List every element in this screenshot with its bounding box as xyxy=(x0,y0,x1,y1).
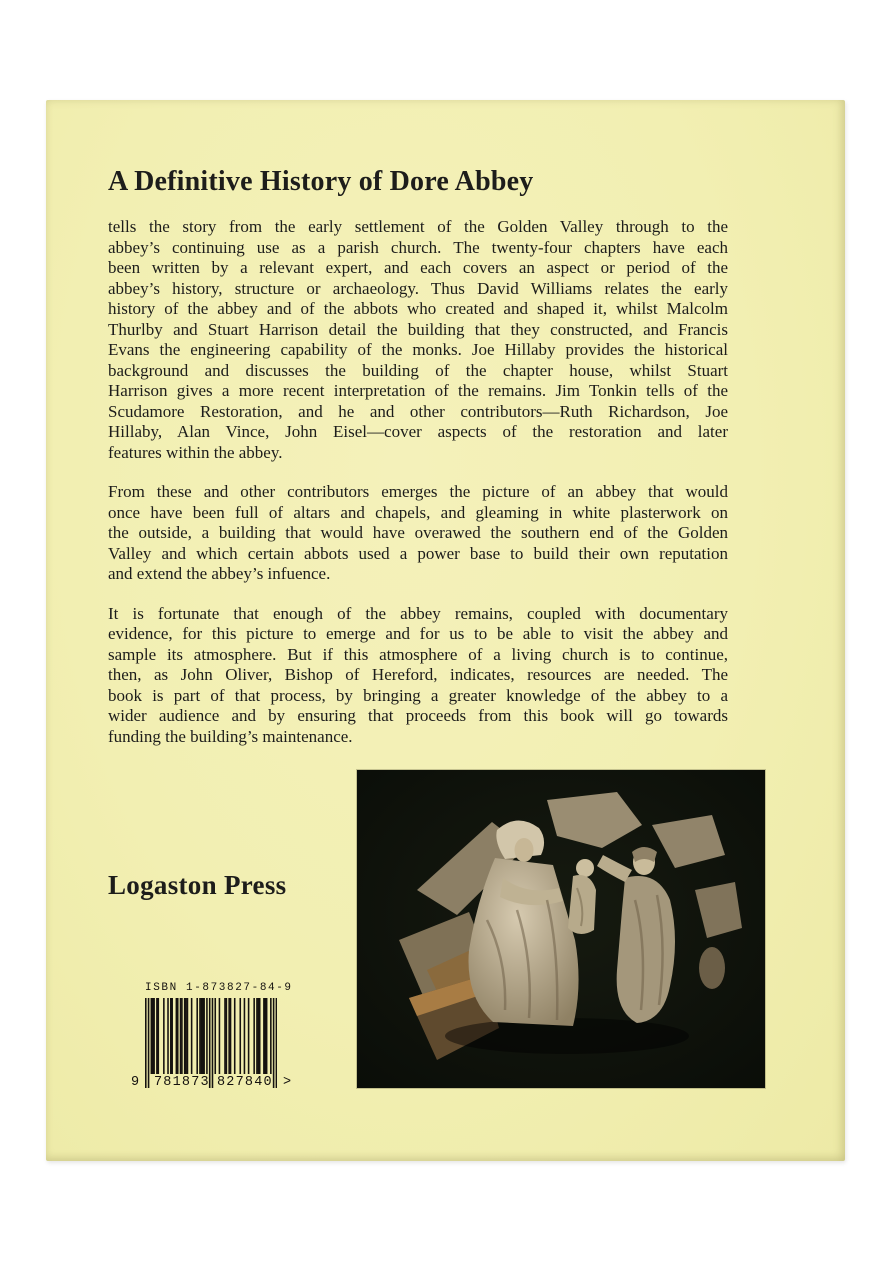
blurb-line: It is fortunate that enough of the abbey remains, coupled with documentary xyxy=(108,603,728,623)
barcode-bar xyxy=(184,998,186,1074)
barcode-bar xyxy=(263,998,265,1074)
barcode-bar xyxy=(230,998,232,1074)
barcode-bar xyxy=(226,998,228,1074)
blurb-line: funding the building’s maintenance. xyxy=(108,726,353,746)
barcode-bar xyxy=(177,998,179,1074)
blurb-line: abbey’s continuing use as a parish church. The twenty-four chapters have each xyxy=(108,237,728,257)
barcode-bar xyxy=(156,998,158,1074)
blurb-line: Thurlby and Stuart Harrison detail the building that they constructed, and Francis xyxy=(108,319,728,339)
blurb-line: sample its atmosphere. But if this atmosphere of a living church is to continue, xyxy=(108,644,728,664)
barcode-bar xyxy=(206,998,208,1074)
isbn-label: ISBN 1-873827-84-9 xyxy=(145,982,293,994)
blurb-line: From these and other contributors emerges the picture of an abbey that would xyxy=(108,482,728,501)
blurb-line: background and discusses the building of the chapter house, whilst Stuart xyxy=(108,360,728,380)
blurb-line: Hillaby, Alan Vince, John Eisel—cover aspects of the restoration and later xyxy=(108,422,728,441)
barcode-bar xyxy=(270,998,272,1074)
barcode-bar xyxy=(224,998,226,1074)
blurb-paragraph xyxy=(108,217,728,463)
barcode-bar xyxy=(191,998,193,1074)
barcode-bar xyxy=(181,998,183,1074)
blurb-line: and extend the abbey’s infuence. xyxy=(108,564,331,583)
blurb-line: book is part of that process, by bringing a greater knowledge of the abbey to a xyxy=(108,685,728,705)
barcode-bar xyxy=(176,998,178,1074)
isbn-barcode xyxy=(131,982,351,1094)
blurb-line: evidence, for this picture to emerge and for us to be able to visit the abbey and xyxy=(108,624,728,643)
ean-number-line xyxy=(131,1075,351,1091)
barcode-bar xyxy=(259,998,261,1074)
barcode-bar xyxy=(234,998,236,1074)
barcode-bar xyxy=(199,998,201,1074)
barcode-bar xyxy=(152,998,154,1074)
ean-digit-group1: 781873 xyxy=(154,1075,210,1090)
barcode-bar xyxy=(158,998,160,1074)
barcode-bar xyxy=(170,998,172,1074)
blurb-line: the outside, a building that would have overawed the southern end of the Golden xyxy=(108,523,728,542)
barcode-bar xyxy=(266,998,268,1074)
publisher-name: Logaston Press xyxy=(108,870,287,900)
book-title: A Definitive History of Dore Abbey xyxy=(108,166,534,197)
barcode-bar xyxy=(239,998,241,1074)
barcode-bar xyxy=(185,998,187,1074)
blurb-line: once have been full of altars and chapels, and gleaming in white plasterwork on xyxy=(108,502,728,522)
blurb-line: features within the abbey. xyxy=(108,442,283,462)
barcode-bar xyxy=(151,998,153,1074)
blurb-line: history of the abbey and of the abbots who created and shaped it, whilst Malcolm xyxy=(108,299,728,318)
blurb-paragraph xyxy=(108,482,728,585)
barcode-bar xyxy=(153,998,155,1074)
blurb-line: Harrison gives a more recent interpretation of the remains. Jim Tonkin tells of the xyxy=(108,381,728,400)
ean-digit-prefix: 9 xyxy=(131,1075,140,1090)
ean-suffix-chevron: > xyxy=(283,1075,292,1090)
barcode-bar xyxy=(214,998,216,1074)
barcode-bar xyxy=(264,998,266,1074)
barcode-bar xyxy=(248,998,250,1074)
barcode-bar xyxy=(203,998,205,1074)
barcode-bar xyxy=(187,998,189,1074)
barcode-bar xyxy=(256,998,258,1074)
blurb-line: Evans the engineering capability of the monks. Joe Hillaby provides the historical xyxy=(108,340,728,359)
barcode-bar xyxy=(196,998,198,1074)
barcode-bar xyxy=(228,998,230,1074)
blurb-line: tells the story from the early settlement of the Golden Valley through to the xyxy=(108,217,728,236)
blurb-line: then, as John Oliver, Bishop of Hereford, indicates, resources are needed. The xyxy=(108,665,728,684)
blurb-paragraph xyxy=(108,604,728,748)
ean-digit-group2: 827840 xyxy=(217,1075,273,1090)
blurb-line: been written by a relevant expert, and each covers an aspect or period of the xyxy=(108,258,728,277)
barcode-bar xyxy=(219,998,221,1074)
book-back-cover xyxy=(46,100,845,1161)
barcode-bar xyxy=(180,998,182,1074)
barcode-bar xyxy=(201,998,203,1074)
stone-carving-illustration xyxy=(357,770,765,1088)
barcode-bar xyxy=(258,998,260,1074)
blurb-line: Scudamore Restoration, and he and other contributors—Ruth Richardson, Joe xyxy=(108,401,728,421)
cover-photo xyxy=(357,770,765,1088)
barcode-bar xyxy=(244,998,246,1074)
blurb-line: wider audience and by ensuring that proceeds from this book will go towards xyxy=(108,706,728,725)
blurb-line: abbey’s history, structure or archaeology. Thus David Williams relates the early xyxy=(108,278,728,298)
barcode-bar xyxy=(171,998,173,1074)
barcode-bar xyxy=(167,998,169,1074)
back-cover-blurb xyxy=(108,217,728,766)
barcode-bar xyxy=(163,998,165,1074)
blurb-line: Valley and which certain abbots used a power base to build their own reputation xyxy=(108,543,728,563)
barcode-bar xyxy=(253,998,255,1074)
barcode-bar xyxy=(202,998,204,1074)
